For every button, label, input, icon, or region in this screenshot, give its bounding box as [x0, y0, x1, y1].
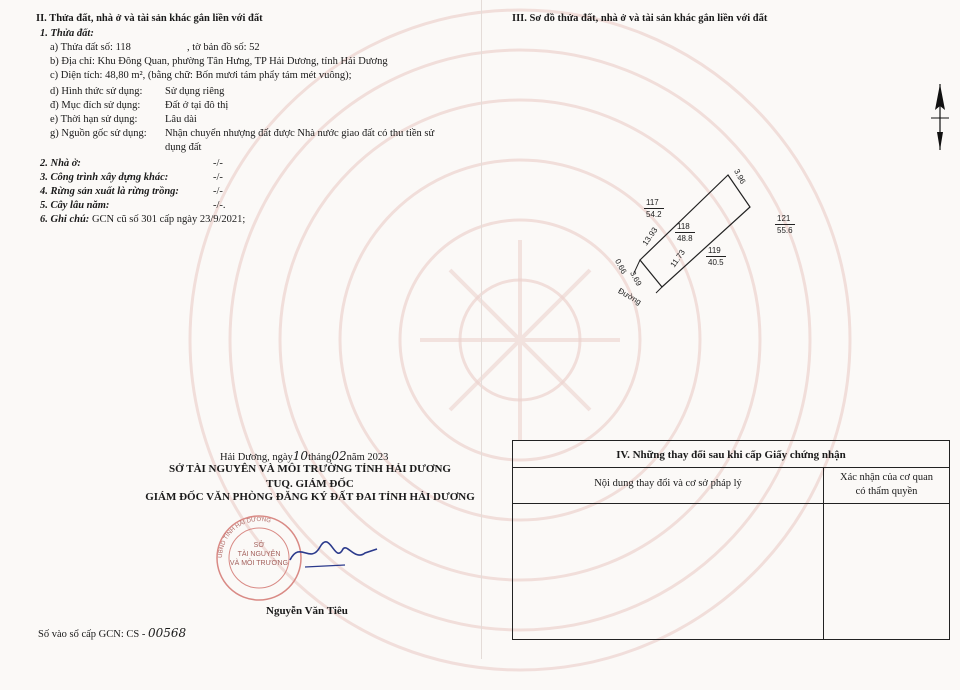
road-label: Đường	[616, 286, 643, 307]
row-parcel-label: a) Thửa đất số: 118	[50, 42, 131, 53]
row-area: c) Diện tích: 48,80 m², (bằng chữ: Bốn mươi tám phẩy tám mét vuông);	[50, 70, 352, 81]
dim-front: 3.69	[628, 269, 644, 288]
section-2-title: II. Thửa đất, nhà ở và tài sản khác gắn liền với đất	[36, 13, 263, 24]
dim-left: 13.93	[640, 225, 660, 248]
col-confirm-header-1: Xác nhận của cơ quan	[839, 472, 933, 483]
reg-value: 00568	[147, 626, 187, 640]
row-address: b) Địa chỉ: Khu Đông Quan, phường Tân Hưng, TP Hải Dương, tỉnh Hải Dương	[50, 56, 388, 67]
date-day: 10	[292, 449, 309, 463]
parcel-121-area: 55.6	[777, 226, 793, 235]
row-usage-form-label: d) Hình thức sử dụng:	[50, 86, 143, 97]
item-perennial-value: -/-.	[213, 200, 226, 211]
changes-table	[512, 440, 950, 640]
note-label: 6. Ghi chú:	[40, 214, 90, 225]
col-content-header: Nội dung thay đổi và cơ sở pháp lý	[594, 478, 742, 489]
parcel-121-id: 121	[777, 214, 791, 223]
parcel-118-id: 118	[677, 222, 690, 231]
row-purpose-label: đ) Mục đích sử dụng:	[50, 100, 141, 111]
dim-small: 0.66	[613, 257, 629, 276]
table-rule-top	[513, 467, 949, 468]
item-house-value: -/-	[213, 158, 223, 169]
row-origin-value: Nhận chuyển nhượng đất được Nhà nước giao đất có thu tiền sử	[165, 128, 435, 139]
date-month-label: tháng	[308, 452, 332, 463]
item-construction-value: -/-	[213, 172, 223, 183]
item-forest-value: -/-	[213, 186, 223, 197]
date-year: năm 2023	[346, 452, 389, 463]
date-month: 02	[331, 449, 347, 463]
note-row	[40, 213, 245, 227]
item-house-label: 2. Nhà ở:	[40, 158, 81, 169]
parcel-117-id: 117	[646, 198, 659, 207]
signer-name: Nguyễn Văn Tiêu	[266, 605, 348, 617]
parcel-road-edge-2	[656, 287, 662, 293]
row-parcel	[50, 41, 260, 55]
stamp-top: SỞ	[253, 542, 265, 549]
section-4-title: IV. Những thay đổi sau khi cấp Giấy chứng nhận	[616, 449, 846, 461]
parcel-117-rule	[644, 208, 664, 209]
row-purpose-value: Đất ở tại đô thị	[165, 100, 229, 111]
deputy-title: TUQ. GIÁM ĐỐC	[266, 478, 354, 490]
parcel-118-rule	[675, 232, 695, 233]
parcel-117-area: 54.2	[646, 210, 662, 219]
signature	[285, 535, 380, 575]
row-term-label: e) Thời hạn sử dụng:	[50, 114, 138, 125]
col-confirm-header-2: có thẩm quyền	[855, 486, 918, 497]
registration-number	[38, 626, 186, 642]
date-prefix: Hải Dương, ngày	[220, 452, 293, 463]
row-usage-form-value: Sử dụng riêng	[165, 86, 225, 97]
parcel-118-area: 48.8	[677, 234, 693, 243]
row-parcel-value: , tờ bản đồ số: 52	[187, 42, 260, 53]
stamp-mid: TÀI NGUYÊN	[237, 551, 281, 558]
item-construction-label: 3. Công trình xây dựng khác:	[40, 172, 169, 183]
director-title: GIÁM ĐỐC VĂN PHÒNG ĐĂNG KÝ ĐẤT ĐAI TỈNH HẢI DƯƠNG	[145, 491, 475, 503]
note-value: GCN cũ số 301 cấp ngày 23/9/2021;	[91, 214, 246, 225]
land-title: 1. Thửa đất:	[40, 28, 94, 39]
parcel-119-rule	[706, 256, 726, 257]
fold-line	[481, 0, 482, 659]
row-origin-label: g) Nguồn gốc sử dụng:	[50, 128, 147, 139]
reg-label: Số vào sổ cấp GCN: CS -	[38, 629, 146, 640]
table-rule-header	[513, 503, 949, 504]
row-term-value: Lâu dài	[165, 114, 197, 125]
agency-name: SỞ TÀI NGUYÊN VÀ MÔI TRƯỜNG TỈNH HẢI DƯƠNG	[169, 463, 451, 475]
parcel-119-id: 119	[708, 246, 721, 255]
parcel-121-rule	[775, 224, 795, 225]
item-forest-label: 4. Rừng sản xuất là rừng trồng:	[40, 186, 179, 197]
stamp-ring-text: UBND TỈNH HẢI DƯƠNG	[217, 516, 272, 559]
parcel-119-area: 40.5	[708, 258, 724, 267]
row-origin-value-cont: dụng đất	[165, 142, 202, 153]
dim-right: 11.73	[668, 247, 687, 270]
item-perennial-label: 5. Cây lâu năm:	[40, 200, 110, 211]
north-arrow-icon	[928, 82, 952, 152]
dim-top: 3.96	[732, 167, 748, 186]
section-3-title: III. Sơ đồ thửa đất, nhà ở và tài sản khác gắn liền với đất	[512, 13, 768, 24]
stamp-bot: VÀ MÔI TRƯỜNG	[229, 560, 289, 567]
